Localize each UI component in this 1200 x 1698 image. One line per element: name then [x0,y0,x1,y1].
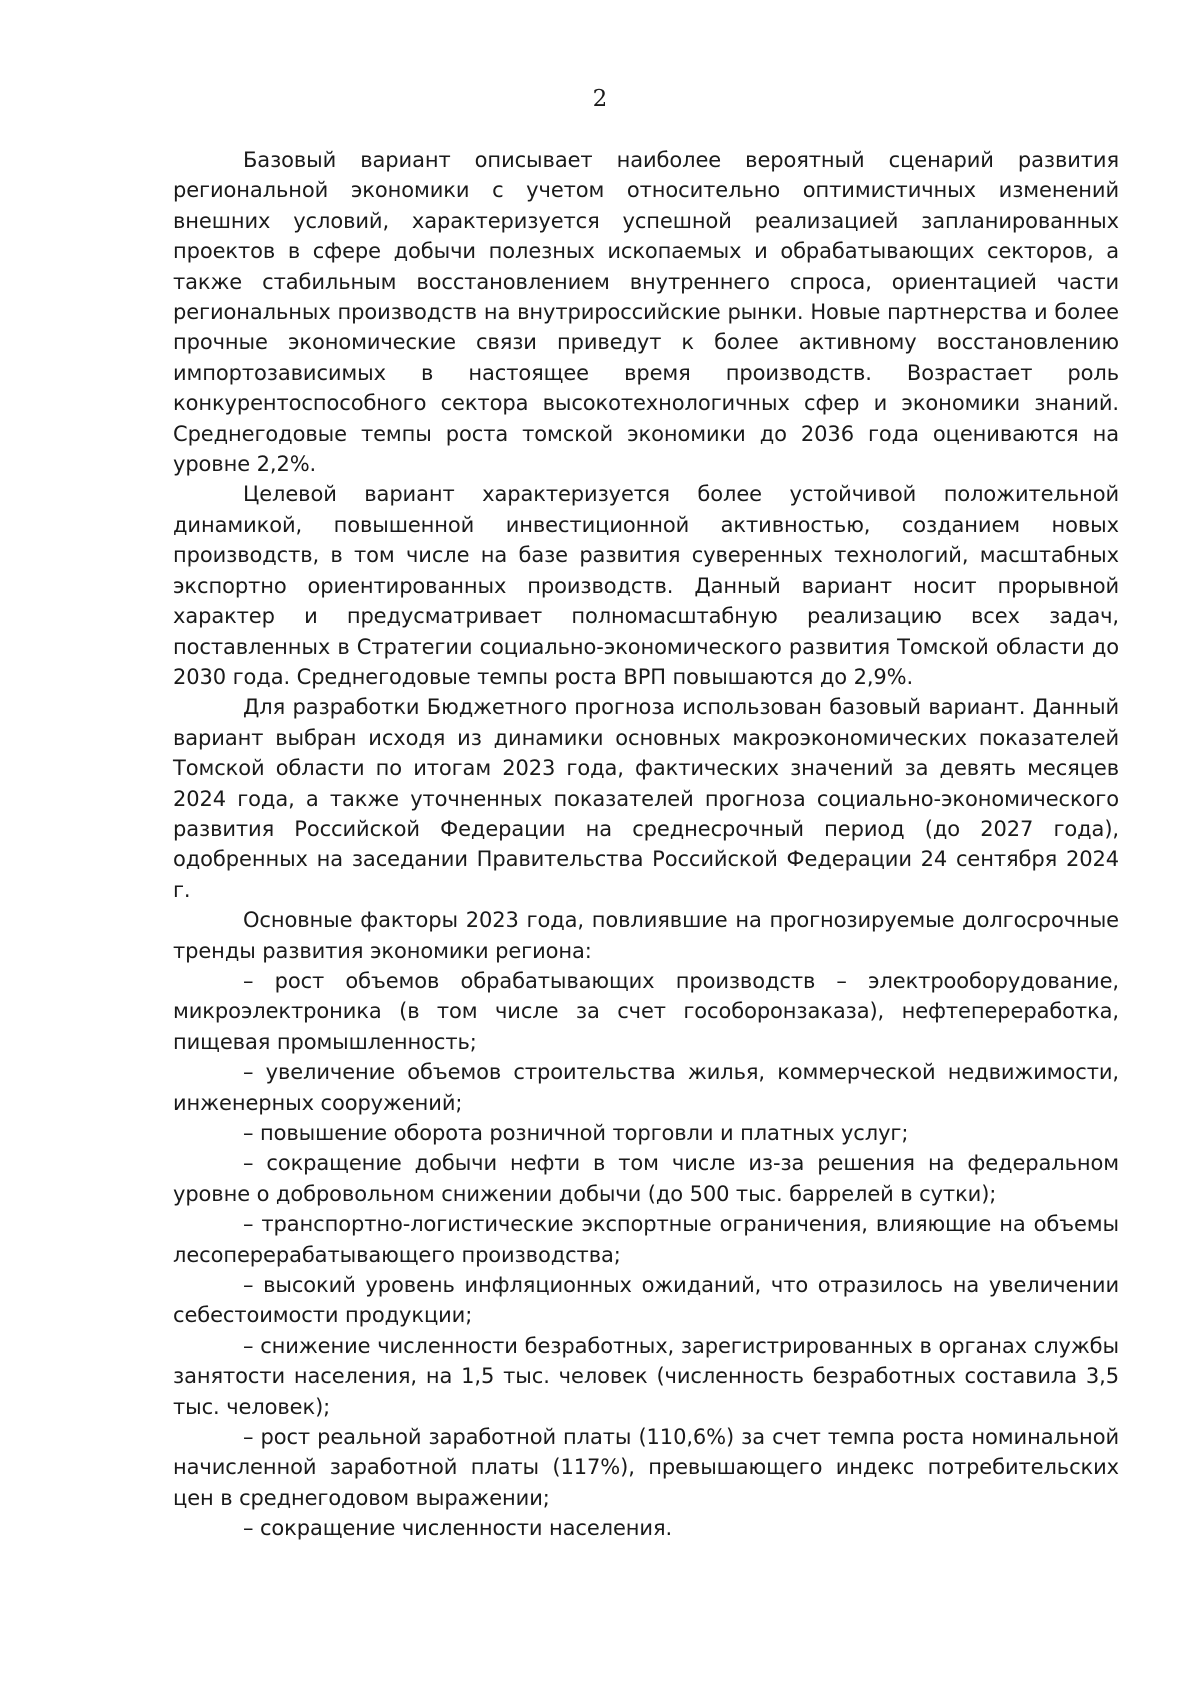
paragraph-forecast-choice: Для разработки Бюджетного прогноза использован базовый вариант. Данный вариант выбран исходя из динамики основных макроэкономических показателей Томской области по итогам 2023 года, фактических значений за девять месяцев 2024 года, а также уточненных показателей прогноза социально-экономического развития Российской Федерации на среднесрочный период (до 2027 года), одобренных на заседании Правительства Российской Федерации 24 сентября 2024 г. [173,695,1119,902]
paragraph-target-scenario: Целевой вариант характеризуется более устойчивой положительной динамикой, повышенной инвестиционной активностью, созданием новых производств, в том числе на базе развития суверенных технологий, масштабных экспортно ориентированных производств. Данный вариант носит прорывной характер и предусматривает полномасштабную реализацию всех задач, поставленных в Стратегии социально-экономического развития Томской области до 2030 года. Среднегодовые темпы роста ВРП повышаются до 2,9%. [173,482,1119,689]
list-item: – рост реальной заработной платы (110,6%) за счет темпа роста номинальной начисленной заработной платы (117%), превышающего индекс потребительских цен в среднегодовом выражении; [173,1422,1119,1513]
list-item: – сокращение добычи нефти в том числе из-за решения на федеральном уровне о добровольном снижении добычи (до 500 тыс. баррелей в сутки); [173,1148,1119,1209]
list-item: – снижение численности безработных, зарегистрированных в органах службы занятости населения, на 1,5 тыс. человек (численность безработных составила 3,5 тыс. человек); [173,1331,1119,1422]
list-item: – повышение оборота розничной торговли и платных услуг; [173,1118,1119,1148]
document-body [173,145,1119,1544]
list-item: – увеличение объемов строительства жилья, коммерческой недвижимости, инженерных сооружений; [173,1057,1119,1118]
page-number: 2 [592,86,608,112]
list-item: – высокий уровень инфляционных ожиданий, что отразилось на увеличении себестоимости продукции; [173,1270,1119,1331]
list-item: – сокращение численности населения. [173,1513,1119,1543]
list-item: – транспортно-логистические экспортные ограничения, влияющие на объемы лесоперерабатывающего производства; [173,1209,1119,1270]
list-item: – рост объемов обрабатывающих производств – электрооборудование, микроэлектроника (в том числе за счет гособоронзаказа), нефтепереработка, пищевая промышленность; [173,966,1119,1057]
factors-list [173,966,1119,1544]
paragraph-factors-intro: Основные факторы 2023 года, повлиявшие на прогнозируемые долгосрочные тренды развития экономики региона: [173,908,1119,963]
paragraph-base-scenario: Базовый вариант описывает наиболее вероятный сценарий развития региональной экономики с учетом относительно оптимистичных изменений внешних условий, характеризуется успешной реализацией запланированных проектов в сфере добычи полезных ископаемых и обрабатывающих секторов, а также стабильным восстановлением внутреннего спроса, ориентацией части региональных производств на внутрироссийские рынки. Новые партнерства и более прочные экономические связи приведут к более активному восстановлению импортозависимых в настоящее время производств. Возрастает роль конкурентоспособного сектора высокотехнологичных сфер и экономики знаний. Среднегодовые темпы роста томской экономики до 2036 года оцениваются на уровне 2,2%. [173,148,1119,477]
